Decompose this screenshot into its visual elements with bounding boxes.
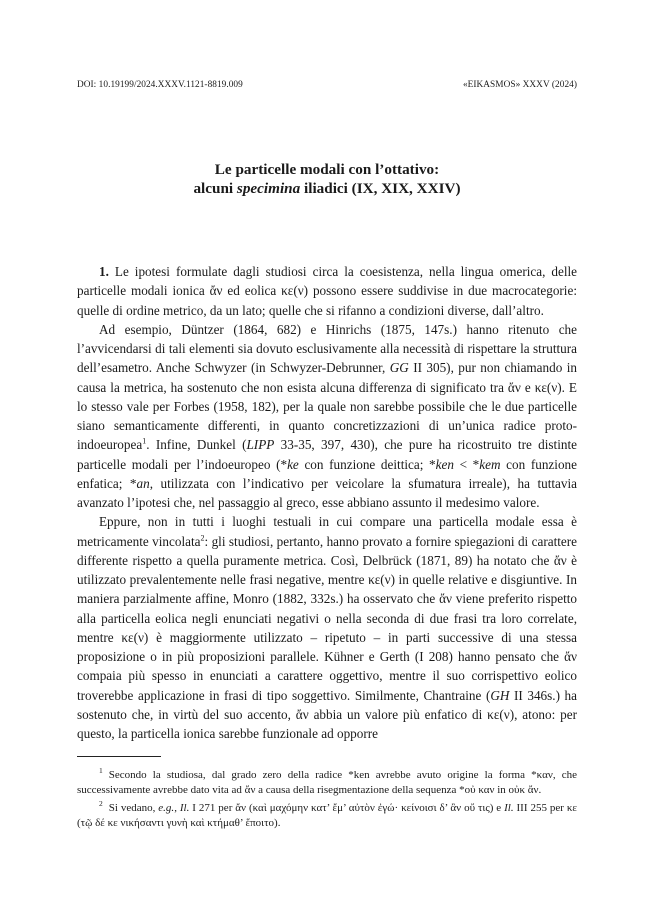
footnote-2 [77, 798, 578, 832]
section-number: 1. [99, 264, 109, 279]
title-line-1: Le particelle modali con l’ottativo: [214, 161, 440, 178]
paragraph-2 [77, 320, 577, 513]
footnote-text: Secondo la studiosa, dal grado zero della radice *ken avrebbe avuto origine la forma *καν, che successivamente avrebbe dato vita ad ἄν a causa della risegmentazione della sequenza *οὐ καν in οὐκ ἄν. [77, 769, 577, 797]
abbrev-lipp: LIPP [246, 437, 275, 453]
footnote-text: Si vedano, [108, 801, 159, 814]
text-run: Eppure, non in tutti i luoghi testuali in cui compare una particella modale essa è metricamente vincolata [77, 514, 577, 549]
doi-label: DOI: 10.19199/2024.XXXV.1121-8819.009 [77, 80, 243, 90]
footnote-text: I 271 per ἄν (καὶ μαχόμην κατ’ ἔμ’ αὐτὸν ἐγώ· κείνοισι δ’ ἂν οὔ τις) e [189, 801, 505, 814]
italic-eg: e.g. [158, 801, 175, 814]
text-run: . Infine, Dunkel ( [146, 437, 247, 453]
paragraph-3 [77, 512, 577, 743]
body-text [77, 262, 577, 743]
journal-label: «EIKASMOS» XXXV (2024) [462, 80, 577, 90]
text-run: : gli studiosi, pertanto, hanno provato a fornire spiegazioni di carattere differente rispetto a quella puramente metrica. Così, Delbrück (1871, 89) ha notato che ἄν è utilizzato prevalentemente nelle frasi negative, mentre κε(ν) in quelle relative e disgiuntive. In maniera parzialmente affine, Monro (1882, 332s.) ha osservato che ἄν viene preferito rispetto alla particella eolica negli enunciati negativi o nella seconda di due frasi tra loro correlate, mentre κε(ν) è maggiormente utilizzato – ripetuto – in parti successive di una stessa proposizione o in più proposizioni parallele. Kühner e Gerth (I 208) hanno pensato che ἄν compaia più spesso in enunciati a carattere oggettivo, mentre il suo corrispettivo eolico troverebbe applicazione in frasi di tipo soggettivo. Similmente, Chantraine ( [77, 533, 577, 703]
paragraph-1-text: Le ipotesi formulate dagli studiosi circa la coesistenza, nella lingua omerica, delle particelle modali ionica ἄν ed eolica κε(ν) possono essere suddivise in due macrocategorie: quelle di ordine metrico, da un lato; quelle che si rifanno a condizioni diverse, dall’altro. [77, 264, 578, 318]
title-line-2 [77, 179, 577, 198]
footnote-number: 1 [99, 766, 103, 776]
text-run: < * [453, 456, 480, 472]
footnote-1 [77, 768, 577, 799]
title-italic: specimina [236, 180, 301, 197]
article-title [77, 160, 577, 198]
text-run: con funzione enfatica; * [77, 456, 577, 491]
footnote-number: 2 [99, 798, 103, 808]
italic-ken: ken [435, 456, 454, 472]
footnote-text: , [174, 801, 180, 814]
title-text-end: iliadici (IX, XIX, XXIV) [300, 180, 461, 197]
paragraph-1 [77, 262, 577, 320]
title-text: alcuni [193, 180, 237, 197]
text-run: II 305), pur non chiamando in causa la metrica, ha sostenuto che non esista alcuna differenza di significato tra ἄν e κε(ν). E lo stesso vale per Forbes (1958, 182), per la quale non sarebbe possibile che le due particelle siano semanticamente differenti, in quanto concretizzazioni di un’unica radice proto-indoeuropea [77, 360, 577, 453]
text-run: , utilizzata con l’indicativo per veicolare la sfumatura irreale), ha tuttavia avanzato l’ipotesi che, nel passaggio al greco, esse abbiano assunto il medesimo valore. [77, 475, 578, 510]
italic-ke: ke [287, 456, 299, 472]
running-head [77, 80, 577, 90]
text-run: Ad esempio, Düntzer (1864, 682) e Hinrichs (1875, 147s.) hanno ritenuto che l’avvicendarsi di tali elementi sia dovuto esclusivamente alla necessità di rispettare la struttura dell’esametro. Anche Schwyzer (in Schwyzer-Debrunner, [77, 321, 577, 376]
italic-il: Il. [504, 801, 514, 814]
footnote-ref-1[interactable]: 1 [142, 436, 147, 446]
text-run: 33-35, 397, 430), che pure ha ricostruito tre distinte particelle modali per l’indoeuropeo (* [77, 437, 577, 472]
footnote-separator [77, 756, 161, 757]
text-run: con funzione deittica; * [298, 456, 436, 472]
abbrev-gg: GG [389, 360, 409, 376]
text-run: II 346s.) ha sostenuto che, in virtù del suo accento, ἄν abbia un valore più enfatico di κε(ν), atono: per questo, la particella ionica sarebbe funzionale ad opporre [77, 687, 577, 741]
abbrev-gh: GH [490, 687, 510, 703]
footnote-ref-2[interactable]: 2 [200, 533, 205, 543]
italic-kem: kem [479, 456, 501, 472]
italic-an: an [136, 475, 150, 491]
italic-il: Il. [179, 801, 190, 814]
footnote-text: III 255 per κε (τῷ δέ κε νικήσαντι γυνὴ καὶ κτήμαθ’ ἕποιτο). [77, 801, 578, 829]
footnotes [77, 768, 577, 833]
